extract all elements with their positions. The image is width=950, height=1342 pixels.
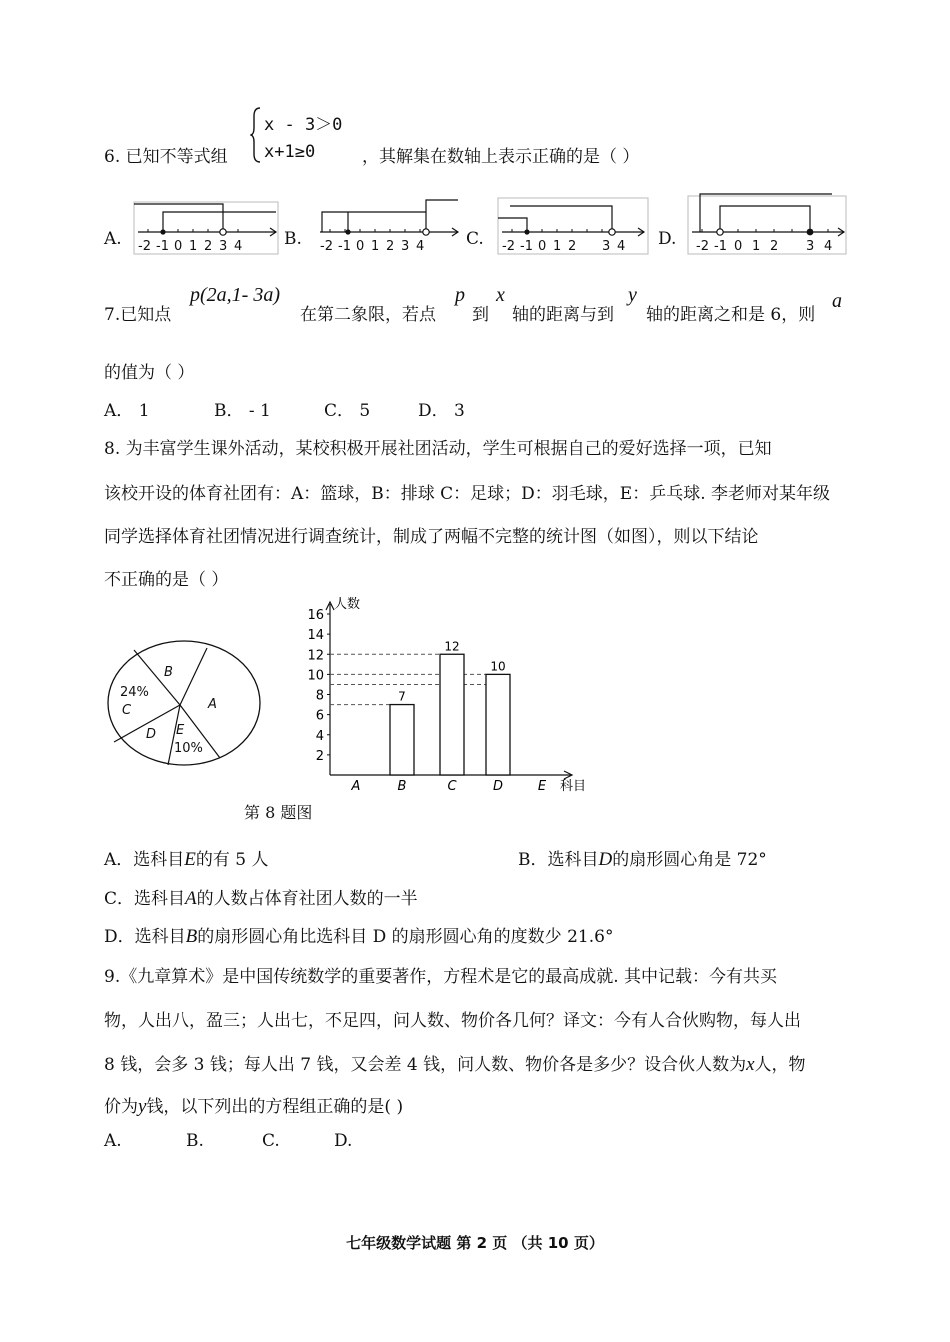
q9-option-c: C. <box>262 1131 280 1151</box>
q6-option-d-label: D. <box>658 229 677 249</box>
bar-data-label: 12 <box>444 639 460 654</box>
q8-line-2: 该校开设的体育社团有：A：篮球，B：排球 C：足球；D：羽毛球，E：乒乓球. 李老师对某年级 <box>104 484 831 504</box>
tick-label: 2 <box>568 239 577 254</box>
q7-x: x <box>496 284 505 306</box>
q6-ineq2: x+1≥0 <box>264 142 316 162</box>
q6-suffix: ，其解集在数轴上表示正确的是（ ） <box>362 147 640 167</box>
tick-label: 3 <box>219 239 228 254</box>
q8-line-4: 不正确的是（ ） <box>104 570 229 590</box>
tick-label: 4 <box>617 239 626 254</box>
page-footer: 七年级数学试题 第 2 页 （共 10 页） <box>346 1234 604 1252</box>
q7-a: a <box>832 290 842 312</box>
tick-label: 4 <box>234 239 243 254</box>
q7-text-5: 轴的距离之和是 6，则 <box>646 305 816 325</box>
tick-label: 2 <box>770 239 779 254</box>
y-tick-label: 8 <box>315 688 324 704</box>
tick-labels <box>138 239 242 254</box>
left-brace-icon <box>250 106 262 164</box>
q6-stem <box>104 142 228 167</box>
tick-label: 0 <box>538 239 547 254</box>
q6-number-line-a <box>126 196 280 258</box>
bar-B <box>390 705 414 775</box>
y-tick-label: 2 <box>315 748 324 764</box>
q8-option-a: A．选科目E的有 5 人 <box>104 849 269 870</box>
tick-label: 3 <box>602 239 611 254</box>
y-tick-label: 12 <box>307 648 324 664</box>
q8-pie-chart <box>104 638 274 773</box>
q9-option-a: A. <box>104 1131 122 1151</box>
x-category-label: C <box>447 779 457 794</box>
q8-figure-caption: 第 8 题图 <box>244 803 313 822</box>
tick-label: 0 <box>356 239 365 254</box>
q6-option-a-label: A. <box>104 229 122 249</box>
q7-number: 7. <box>104 305 121 325</box>
tick-label: -2 <box>502 239 515 254</box>
y-tick-label: 14 <box>307 628 324 644</box>
tick-label: -1 <box>714 239 727 254</box>
q9-option-d: D. <box>334 1131 353 1151</box>
tick-label: 3 <box>806 239 815 254</box>
tick-label: 4 <box>824 239 833 254</box>
q7-number-and-lead <box>104 300 171 325</box>
tick-label: -2 <box>138 239 151 254</box>
q9-line-1: 9.《九章算术》是中国传统数学的重要著作，方程术是它的最高成就. 其中记载：今有共买 <box>104 967 778 987</box>
tick-labels <box>696 239 832 254</box>
q9-line-4: 价为y钱，以下列出的方程组正确的是( ) <box>104 1096 404 1117</box>
q7-y: y <box>628 284 637 306</box>
q6-option-b-label: B. <box>284 229 302 249</box>
bar-D <box>486 674 510 775</box>
q7-line-2: 的值为（ ） <box>104 363 195 383</box>
tick-label: -1 <box>338 239 351 254</box>
q9-line-3: 8 钱，会多 3 钱；每人出 7 钱，又会差 4 钱，问人数、物价各是多少？设合伙人数为x人，物 <box>104 1054 806 1075</box>
x-category-label: B <box>397 779 407 794</box>
bar-data-label: 7 <box>398 689 406 704</box>
x-axis-label: 科目 <box>560 779 587 794</box>
pie-label-d: D <box>146 727 157 742</box>
tick-label: -2 <box>320 239 333 254</box>
q9-option-b: B. <box>186 1131 204 1151</box>
y-tick-label: 10 <box>307 668 324 684</box>
y-tick-label: 4 <box>315 728 324 744</box>
tick-labels <box>320 239 424 254</box>
pie-label-e-percent: 10% <box>174 741 203 756</box>
tick-label: 4 <box>416 239 425 254</box>
tick-label: 2 <box>204 239 213 254</box>
q7-option-c: C． 5 <box>324 401 371 421</box>
bar-data-label: 10 <box>490 659 506 674</box>
q7-text-2: 在第二象限，若点 <box>300 305 436 325</box>
tick-label: -2 <box>696 239 709 254</box>
tick-label: 0 <box>734 239 743 254</box>
q6-prefix: 已知不等式组 <box>125 147 228 167</box>
q9-line-2: 物，人出八，盈三；人出七，不足四，问人数、物价各几何？译文：今有人合伙购物，每人出 <box>104 1011 801 1031</box>
q8-option-c: C．选科目A的人数占体育社团人数的一半 <box>104 888 418 909</box>
pie-label-a: A <box>208 697 217 712</box>
bar-C <box>440 654 464 775</box>
pie-label-e: E <box>176 723 185 738</box>
tick-label: 2 <box>386 239 395 254</box>
tick-labels <box>502 239 625 254</box>
x-category-label: A <box>351 779 361 794</box>
q6-number-line-b <box>308 196 462 258</box>
x-category-label: D <box>492 779 504 794</box>
q6-number: 6. <box>104 147 121 167</box>
tick-label: -1 <box>520 239 533 254</box>
q7-point: p(2a,1- 3a) <box>190 284 280 306</box>
q7-option-a: A． 1 <box>104 401 150 421</box>
tick-label: 1 <box>752 239 761 254</box>
tick-label: -1 <box>156 239 169 254</box>
q6-ineq1: x - 3＞0 <box>264 115 343 135</box>
q8-option-b: B．选科目D的扇形圆心角是 72° <box>518 849 767 870</box>
q7-option-b: B． - 1 <box>214 401 271 421</box>
tick-label: 1 <box>553 239 562 254</box>
q7-option-d: D． 3 <box>418 401 465 421</box>
q7-text-3: 到 <box>472 305 489 325</box>
tick-label: 1 <box>189 239 198 254</box>
pie-label-c-percent: 24% <box>120 685 149 700</box>
q8-line-3: 同学选择体育社团情况进行调查统计，制成了两幅不完整的统计图（如图），则以下结论 <box>104 527 759 547</box>
tick-label: 0 <box>174 239 183 254</box>
q8-line-1: 8. 为丰富学生课外活动，某校积极开展社团活动，学生可根据自己的爱好选择一项，已知 <box>104 439 772 459</box>
tick-label: 1 <box>371 239 380 254</box>
q7-p: p <box>455 284 465 306</box>
y-tick-label: 16 <box>307 608 324 623</box>
y-tick-label: 6 <box>315 708 324 724</box>
pie-label-b: B <box>164 665 173 680</box>
q6-number-line-c <box>490 196 650 258</box>
q8-bar-chart <box>290 594 600 799</box>
q6-number-line-d <box>684 188 850 258</box>
q7-text-1: 已知点 <box>120 305 172 325</box>
q7-text-4: 轴的距离与到 <box>512 305 614 325</box>
tick-label: 3 <box>401 239 410 254</box>
y-axis-label: 人数 <box>334 597 361 612</box>
q8-option-d: D．选科目B的扇形圆心角比选科目 D 的扇形圆心角的度数少 21.6° <box>104 926 614 947</box>
x-category-label: E <box>537 779 547 794</box>
q6-option-c-label: C. <box>466 229 484 249</box>
pie-label-c: C <box>122 703 132 718</box>
